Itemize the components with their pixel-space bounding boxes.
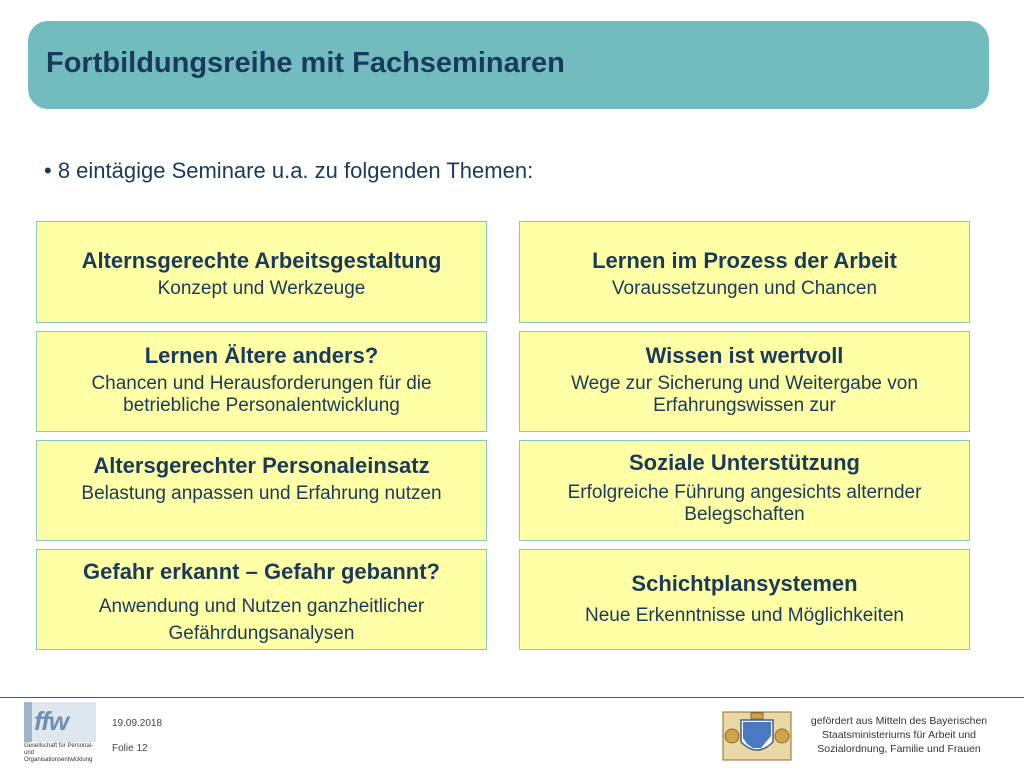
- title-bar: [28, 21, 989, 109]
- bavarian-coat-of-arms-icon: [721, 710, 793, 762]
- seminar-heading: Soziale Unterstützung: [628, 450, 860, 475]
- funding-note: gefördert aus Mitteln des Bayerischen Staatsministeriums für Arbeit und Sozialordnung, Familie und Frauen: [810, 715, 988, 755]
- footer-divider: [0, 697, 1024, 698]
- seminar-heading: Schichtplansystemen: [631, 571, 858, 596]
- seminar-box-3: [36, 331, 487, 432]
- seminar-subtitle: Erfolgreiche Führung angesichts alternder Belegschaften: [567, 482, 922, 525]
- seminar-subtitle: Wege zur Sicherung und Weitergabe von Erfahrungswissen zur: [571, 373, 918, 416]
- seminar-subtitle: Chancen und Herausforderungen für die betriebliche Personalentwicklung: [91, 373, 432, 416]
- footer-date: 19.09.2018: [112, 718, 163, 729]
- slide-number: Folie 12: [112, 743, 148, 754]
- seminar-subtitle: Voraussetzungen und Chancen: [611, 278, 878, 299]
- seminar-subtitle: Belastung anpassen und Erfahrung nutzen: [81, 483, 442, 504]
- seminar-box-7: [36, 549, 487, 650]
- seminar-box-4: [519, 331, 970, 432]
- seminar-box-1: [36, 221, 487, 323]
- seminar-subtitle: Anwendung und Nutzen ganzheitlicher Gefährdungsanalysen: [98, 596, 425, 644]
- seminar-box-2: [519, 221, 970, 323]
- seminar-heading: Lernen Ältere anders?: [144, 343, 379, 368]
- seminar-heading: Gefahr erkannt – Gefahr gebannt?: [83, 559, 440, 584]
- page-title: Fortbildungsreihe mit Fachseminaren: [46, 47, 565, 79]
- seminar-heading: Altersgerechter Personaleinsatz: [93, 453, 430, 478]
- intro-bullet: • 8 eintägige Seminare u.a. zu folgenden Themen:: [44, 158, 534, 183]
- seminar-heading: Wissen ist wertvoll: [645, 343, 844, 368]
- seminar-subtitle: Neue Erkenntnisse und Möglichkeiten: [585, 605, 904, 626]
- seminar-heading: Alternsgerechte Arbeitsgestaltung: [81, 248, 442, 273]
- seminar-box-5: [36, 440, 487, 541]
- seminar-heading: Lernen im Prozess der Arbeit: [592, 248, 897, 273]
- ffw-logo: ffw Gesellschaft für Personal- und Organisationsentwicklung: [24, 702, 96, 766]
- seminar-box-6: [519, 440, 970, 541]
- seminar-subtitle: Konzept und Werkzeuge: [157, 278, 366, 299]
- seminar-box-8: [519, 549, 970, 650]
